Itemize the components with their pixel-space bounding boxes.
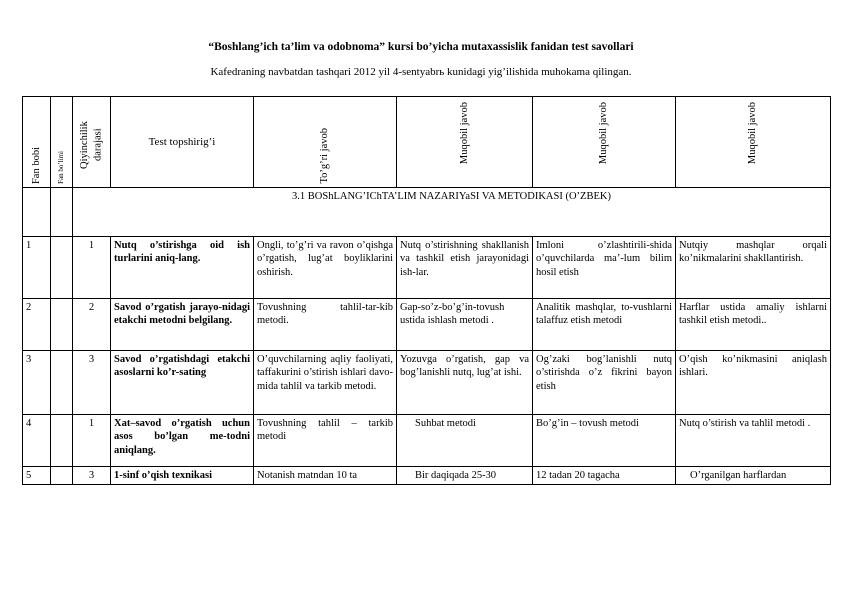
section-empty-2 bbox=[51, 188, 73, 237]
row-bob: 2 bbox=[23, 299, 51, 351]
header-row bbox=[23, 97, 831, 188]
row-bob: 4 bbox=[23, 415, 51, 467]
header-muqobil-3 bbox=[676, 97, 831, 188]
header-muqobil-1-text: Muqobil javob bbox=[458, 102, 470, 165]
row-bob: 5 bbox=[23, 467, 51, 485]
row-bob: 1 bbox=[23, 237, 51, 299]
row-alt-answer-2: Imloni o’zlashtirili-shida o’quvchilarda ma’-lum bilim hosil etish bbox=[533, 237, 676, 299]
row-alt-answer-2: 12 tadan 20 tagacha bbox=[533, 467, 676, 485]
row-bolim bbox=[51, 299, 73, 351]
row-alt-answer-1: Nutq o’stirishning shakllanish va tashkil etish jarayonidagi ish-lar. bbox=[397, 237, 533, 299]
table-row bbox=[23, 415, 831, 467]
row-question: Nutq o’stirishga oid ish turlarini aniq-lang. bbox=[111, 237, 254, 299]
section-title: 3.1 BOShLANG’IChTA’LIM NAZARIYaSI VA METODIKASI (O’ZBEK) bbox=[73, 188, 831, 237]
row-alt-answer-3: Harflar ustida amaliy ishlarni tashkil etish metodi.. bbox=[676, 299, 831, 351]
header-topshiriq: Test topshirig’i bbox=[111, 97, 254, 188]
section-row bbox=[23, 188, 831, 237]
header-fan-bolimi bbox=[51, 97, 73, 188]
row-alt-answer-3: O’qish ko’nikmasini aniqlash ishlari. bbox=[676, 351, 831, 415]
row-alt-answer-3: O’rganilgan harflardan bbox=[676, 467, 831, 485]
header-fan-bobi bbox=[23, 97, 51, 188]
row-bob: 3 bbox=[23, 351, 51, 415]
row-alt-answer-3: Nutq o’stirish va tahlil metodi . bbox=[676, 415, 831, 467]
header-qiyinchilik-text: Qiyinchilik darajasi bbox=[79, 121, 104, 169]
document-subtitle: Kafedraning navbatdan tashqari 2012 yil 4-sentyabrь kunidagi yig’ilishida muhokama qilingan. bbox=[210, 66, 632, 78]
row-alt-answer-1: Bir daqiqada 25-30 bbox=[397, 467, 533, 485]
table-row bbox=[23, 237, 831, 299]
row-qiyinchilik: 2 bbox=[73, 299, 111, 351]
header-togri-javob-text: To’g’ri javob bbox=[319, 128, 331, 184]
row-alt-answer-2: Analitik mashqlar, to-vushlarni talaffuz etish metodi bbox=[533, 299, 676, 351]
header-fan-bolimi-text: Fan bo’limi bbox=[57, 151, 66, 184]
row-bolim bbox=[51, 415, 73, 467]
test-questions-table bbox=[22, 96, 831, 485]
row-correct-answer: Ongli, to’g’ri va ravon o’qishga o’rgatish, lug’at boyliklarini oshirish. bbox=[254, 237, 397, 299]
row-alt-answer-2: Bo’g’in – tovush metodi bbox=[533, 415, 676, 467]
row-correct-answer: Tovushning tahlil – tarkib metodi bbox=[254, 415, 397, 467]
table-row bbox=[23, 351, 831, 415]
header-fan-bobi-text: Fan bobi bbox=[30, 146, 42, 184]
row-correct-answer: Notanish matndan 10 ta bbox=[254, 467, 397, 485]
row-alt-answer-2: Og’zaki bog’lanishli nutq o’stirishda o’z fikrini bayon etish bbox=[533, 351, 676, 415]
row-qiyinchilik: 3 bbox=[73, 351, 111, 415]
row-qiyinchilik: 1 bbox=[73, 415, 111, 467]
header-muqobil-2-text: Muqobil javob bbox=[598, 102, 610, 165]
row-question: Savod o’rgatishdagi etakchi asoslarni ko’r-sating bbox=[111, 351, 254, 415]
header-muqobil-3-text: Muqobil javob bbox=[747, 102, 759, 165]
row-bolim bbox=[51, 237, 73, 299]
table-row bbox=[23, 299, 831, 351]
row-question: Xat–savod o’rgatish uchun asos bo’lgan me-todni aniqlang. bbox=[111, 415, 254, 467]
document-title: “Boshlang’ich ta’lim va odobnoma” kursi bo’yicha mutaxassislik fanidan test savollari bbox=[208, 41, 634, 53]
row-question: 1-sinf o’qish texnikasi bbox=[111, 467, 254, 485]
row-question: Savod o’rgatish jarayo-nidagi etakchi metodni belgilang. bbox=[111, 299, 254, 351]
section-empty-1 bbox=[23, 188, 51, 237]
row-bolim bbox=[51, 467, 73, 485]
row-correct-answer: Tovushning tahlil-tar-kib metodi. bbox=[254, 299, 397, 351]
row-qiyinchilik: 3 bbox=[73, 467, 111, 485]
row-bolim bbox=[51, 351, 73, 415]
header-muqobil-2 bbox=[533, 97, 676, 188]
header-muqobil-1 bbox=[397, 97, 533, 188]
row-qiyinchilik: 1 bbox=[73, 237, 111, 299]
table-row bbox=[23, 467, 831, 485]
row-correct-answer: O’quvchilarning aqliy faoliyati, taffakurini o’stirish ishlari davo-mida tahlil va tarkib metodi. bbox=[254, 351, 397, 415]
row-alt-answer-1: Yozuvga o’rgatish, gap va bog’lanishli nutq, lug’at ishi. bbox=[397, 351, 533, 415]
row-alt-answer-3: Nutqiy mashqlar orqali ko’nikmalarini shakllantirish. bbox=[676, 237, 831, 299]
header-qiyinchilik bbox=[73, 97, 111, 188]
row-alt-answer-1: Gap-so’z-bo’g’in-tovush ustida ishlash metodi . bbox=[397, 299, 533, 351]
row-alt-answer-1: Suhbat metodi bbox=[397, 415, 533, 467]
header-togri-javob bbox=[254, 97, 397, 188]
